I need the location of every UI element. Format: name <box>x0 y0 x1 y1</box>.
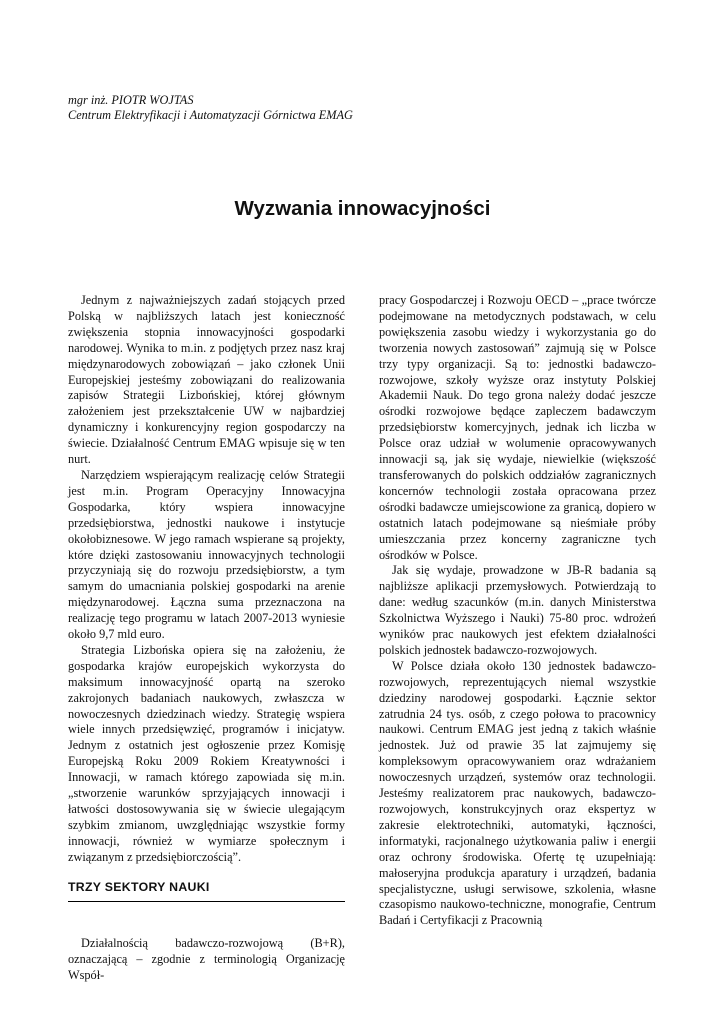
paragraph: pracy Gospodarczej i Rozwoju OECD – „prace twórcze podejmowane na metodycznych podstawach, w celu powiększenia zasobu wiedzy i wykorzystania go do tworzenia nowych zastosowań” zajmują się w Polsce trzy typy organizacji. Są to: jednostki badawczo-rozwojowe, szkoły wyższe oraz instytuty Polskiej Akademii Nauk. Do tego grona należy dodać jeszcze ośrodki rozwojowe będące zapleczem badawczym przedsiębiorstw komercyjnych, jednak ich liczba w Polsce oraz udział w wolumenie opracowywanych innowacji są, jak się wydaje, niewielkie (większość transferowanych do polskich oddziałów zagranicznych koncernów technologii została opracowana przez ośrodki badawcze umiejscowione za granicą, dopiero w ostatnich latach podejmowane są nieśmiałe próby umieszczania przez koncerny zagraniczne tych ośrodków w Polsce. <box>379 293 656 562</box>
article-title: Wyzwania innowacyjności <box>234 197 491 220</box>
author-name: mgr inż. PIOTR WOJTAS <box>68 93 194 107</box>
paragraph: W Polsce działa około 130 jednostek badawczo-rozwojowych, reprezentujących niemal wszystkie dziedziny narodowej gospodarki. Łącznie sektor zatrudnia 24 tys. osób, z czego połowa to pracownicy naukowi. Centrum EMAG jest jedną z takich właśnie jednostek. Już od prawie 35 lat zajmujemy się kompleksowym opracowywaniem oraz wdrażaniem nowoczesnych urządzeń, systemów oraz technologii. Jesteśmy realizatorem prac naukowych, badawczo-rozwojowych, konstrukcyjnych oraz ekspertyz w zakresie elektrotechniki, automatyki, łączności, informatyki, racjonalnego użytkowania paliw i energii oraz ochrony środowiska. Ofertę tę uzupełniają: małoseryjna produkcja aparatury i urządzeń, badania specjalistyczne, usługi serwisowe, szkolenia, własne czasopismo naukowo-techniczne, monografie, Centrum Badań i Certyfikacji z Pracownią <box>379 658 656 928</box>
paragraph: Jak się wydaje, prowadzone w JB-R badania są najbliższe aplikacji przemysłowych. Potwierdzają to dane: według szacunków (m.in. danych Ministerstwa Szkolnictwa Wyższego i Nauki) 75-80 proc. wdrożeń wyników prac naukowych jest efektem działalności polskich jednostek badawczo-rozwojowych. <box>379 563 656 657</box>
author-affiliation: Centrum Elektryfikacji i Automatyzacji Górnictwa EMAG <box>68 108 353 122</box>
paragraph: Narzędziem wspierającym realizację celów Strategii jest m.in. Program Operacyjny Innowacyjna Gospodarka, który wspiera innowacyjne przedsiębiorstwa, jednostki naukowe i instytucje okołobiznesowe. W jego ramach wspierane są projekty, które dzięki zastosowaniu innowacyjnych technologii przyczyniają się do rozwoju przedsiębiorstw, a tym samym do umacniania polskiej gospodarki na arenie międzynarodowej. Łączna suma przeznaczona na realizację tego programu w latach 2007-2013 wyniesie około 9,7 mld euro. <box>68 467 345 642</box>
paragraph: Działalnością badawczo-rozwojową (B+R), oznaczającą – zgodnie z terminologią Organizację Współ- <box>68 936 345 982</box>
section-body <box>68 936 345 984</box>
author-header <box>68 93 353 123</box>
section-heading: TRZY SEKTORY NAUKI <box>68 880 345 902</box>
paragraph: Strategia Lizbońska opiera się na założeniu, że gospodarka krajów europejskich wykorzysta do maksimum innowacyjność opartą na szeroko zakrojonych badaniach naukowych, zwłaszcza w nowoczesnych dziedzinach wiedzy. Strategię wspiera wiele innych przedsięwzięć, programów i inicjatyw. Jednym z ostatnich jest ogłoszenie przez Komisję Europejską Roku 2009 Rokiem Kreatywności i Innowacji, w ramach którego zapowiada się m.in. „stworzenie warunków sprzyjających innowacji i łatwości dostosowywania się w świecie ulegającym szybkim zmianom, uwzględniając wszystkie formy innowacji, również w wymiarze społecznym i związanym z przedsiębiorczością”. <box>68 642 345 864</box>
left-column <box>68 293 345 866</box>
paragraph: Jednym z najważniejszych zadań stojących przed Polską w najbliższych latach jest konieczność zwiększenia stopnia innowacyjności gospodarki narodowej. Wynika to m.in. z podjętych przez nasz kraj międzynarodowych zobowiązań – jako członek Unii Europejskiej jesteśmy zobowiązani do realizowania zapisów Strategii Lizbońskiej, której głównym założeniem jest przekształcenie UW w najbardziej dynamiczny i konkurencyjny region gospodarczy na świecie. Działalność Centrum EMAG wpisuje się w ten nurt. <box>68 293 345 467</box>
right-column <box>379 293 656 929</box>
